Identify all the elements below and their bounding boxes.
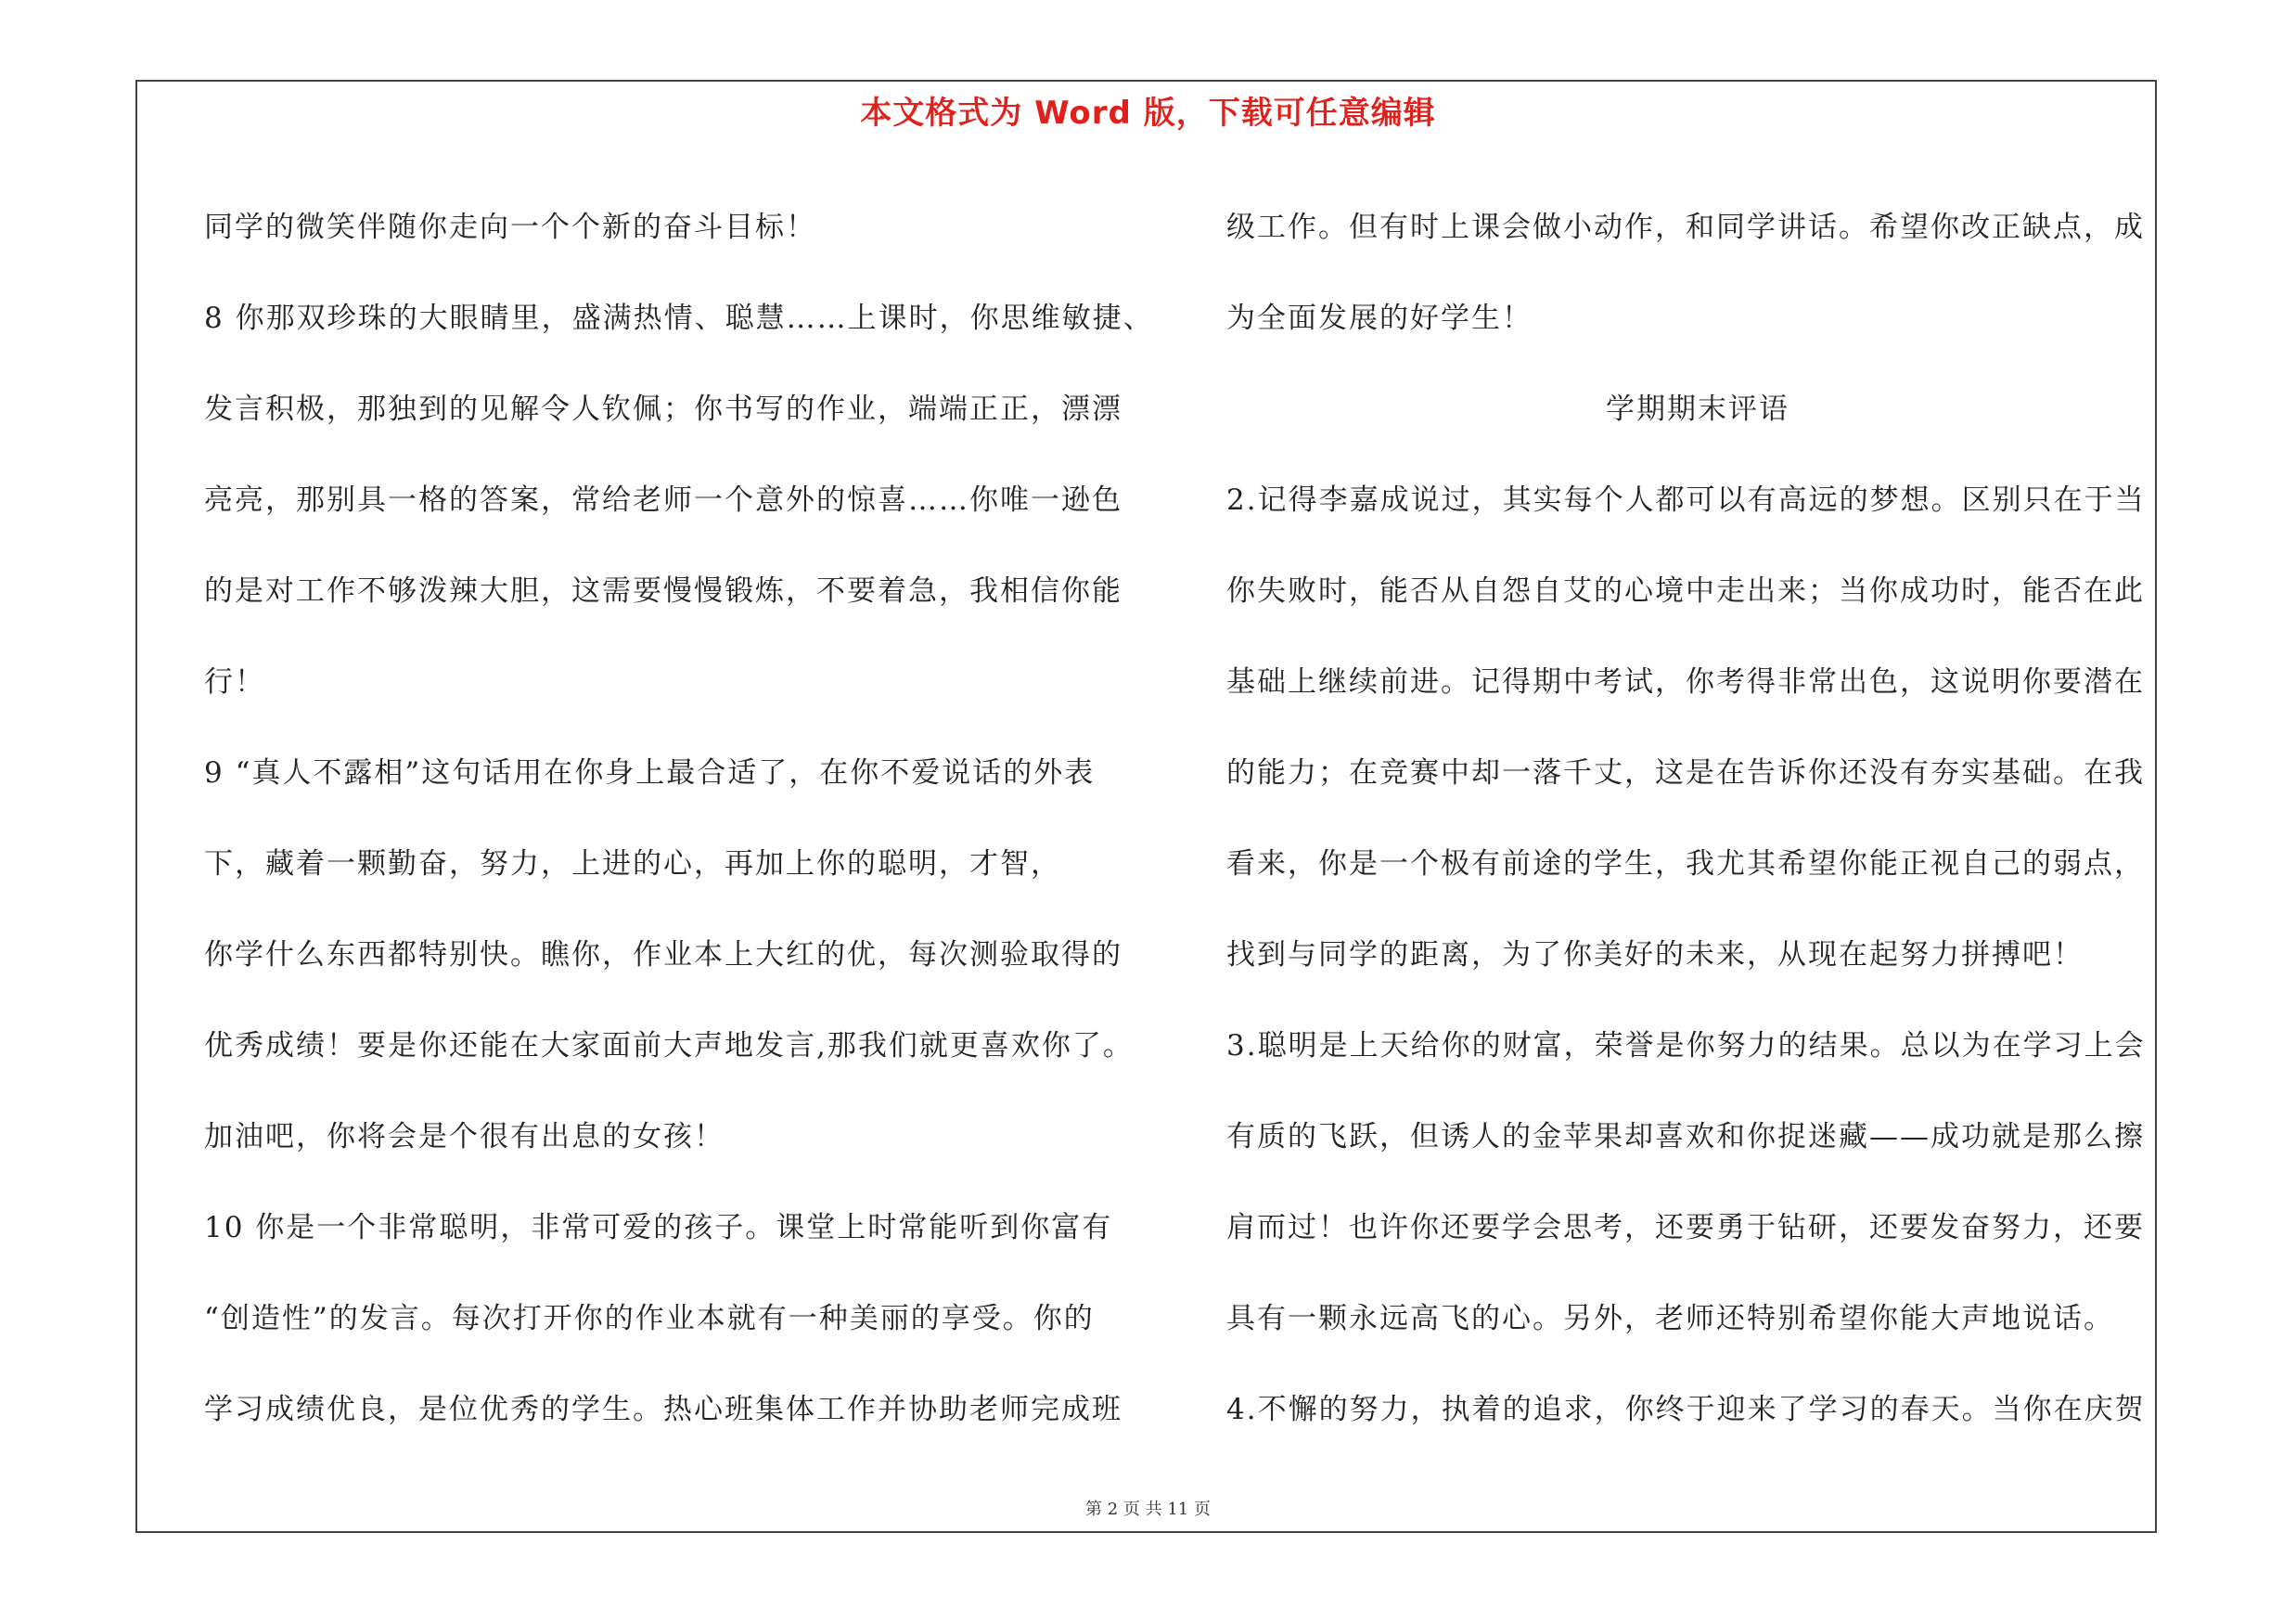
text-line: 2.记得李嘉成说过，其实每个人都可以有高远的梦想。区别只在于当 — [1226, 483, 2146, 517]
right-column — [1226, 182, 2169, 1455]
text-line: 8 你那双珍珠的大眼睛里，盛满热情、聪慧……上课时，你思维敏捷、 — [204, 302, 1154, 335]
left-column — [204, 182, 1154, 1455]
text-line: 有质的飞跃，但诱人的金苹果却喜欢和你捉迷藏——成功就是那么擦 — [1226, 1120, 2145, 1153]
text-line: 9 “真人不露相”这句话用在你身上最合适了，在你不爱说话的外表 — [204, 756, 1096, 790]
text-line: 行！ — [204, 665, 265, 699]
text-line: 你失败时，能否从自怨自艾的心境中走出来；当你成功时，能否在此 — [1226, 574, 2145, 608]
text-line: 看来，你是一个极有前途的学生，我尤其希望你能正视自己的弱点， — [1226, 847, 2145, 881]
text-line: 你学什么东西都特别快。瞧你，作业本上大红的优，每次测验取得的 — [204, 938, 1122, 972]
text-line: 的能力；在竞赛中却一落千丈，这是在告诉你还没有夯实基础。在我 — [1226, 756, 2145, 790]
text-line: 加油吧，你将会是个很有出息的女孩！ — [204, 1120, 725, 1153]
text-line: 为全面发展的好学生！ — [1226, 302, 1533, 335]
text-line: 的是对工作不够泼辣大胆，这需要慢慢锻炼，不要着急，我相信你能 — [204, 574, 1122, 608]
text-line: 亮亮，那别具一格的答案，常给老师一个意外的惊喜……你唯一逊色 — [204, 483, 1122, 517]
text-line: 4.不懈的努力，执着的追求，你终于迎来了学习的春天。当你在庆贺 — [1226, 1393, 2146, 1426]
header-banner: 本文格式为 Word 版，下载可任意编辑 — [860, 95, 1436, 132]
text-line: 发言积极，那独到的见解令人钦佩；你书写的作业，端端正正，漂漂 — [204, 393, 1122, 426]
text-line: 同学的微笑伴随你走向一个个新的奋斗目标！ — [204, 211, 816, 244]
text-line: 具有一颗永远高飞的心。另外，老师还特别希望你能大声地说话。 — [1226, 1302, 2114, 1335]
text-line: 找到与同学的距离，为了你美好的未来，从现在起努力拼搏吧！ — [1226, 938, 2084, 972]
text-line: 学习成绩优良，是位优秀的学生。热心班集体工作并协助老师完成班 — [204, 1393, 1122, 1426]
text-line: 基础上继续前进。记得期中考试，你考得非常出色，这说明你要潜在 — [1226, 665, 2145, 699]
text-line: “创造性”的发言。每次打开你的作业本就有一种美丽的享受。你的 — [204, 1302, 1095, 1335]
text-line: 10 你是一个非常聪明，非常可爱的孩子。课堂上时常能听到你富有 — [204, 1211, 1113, 1244]
section-heading: 学期期末评语 — [1606, 393, 1789, 426]
text-line: 3.聪明是上天给你的财富，荣誉是你努力的结果。总以为在学习上会 — [1226, 1029, 2146, 1063]
text-line: 级工作。但有时上课会做小动作，和同学讲话。希望你改正缺点，成 — [1226, 211, 2145, 244]
text-line: 优秀成绩！要是你还能在大家面前大声地发言,那我们就更喜欢你了。 — [204, 1029, 1134, 1063]
text-line: 下，藏着一颗勤奋，努力，上进的心，再加上你的聪明，才智， — [204, 847, 1061, 881]
page-number: 第 2 页 共 11 页 — [1085, 1500, 1211, 1519]
text-line: 肩而过！也许你还要学会思考，还要勇于钻研，还要发奋努力，还要 — [1226, 1211, 2145, 1244]
